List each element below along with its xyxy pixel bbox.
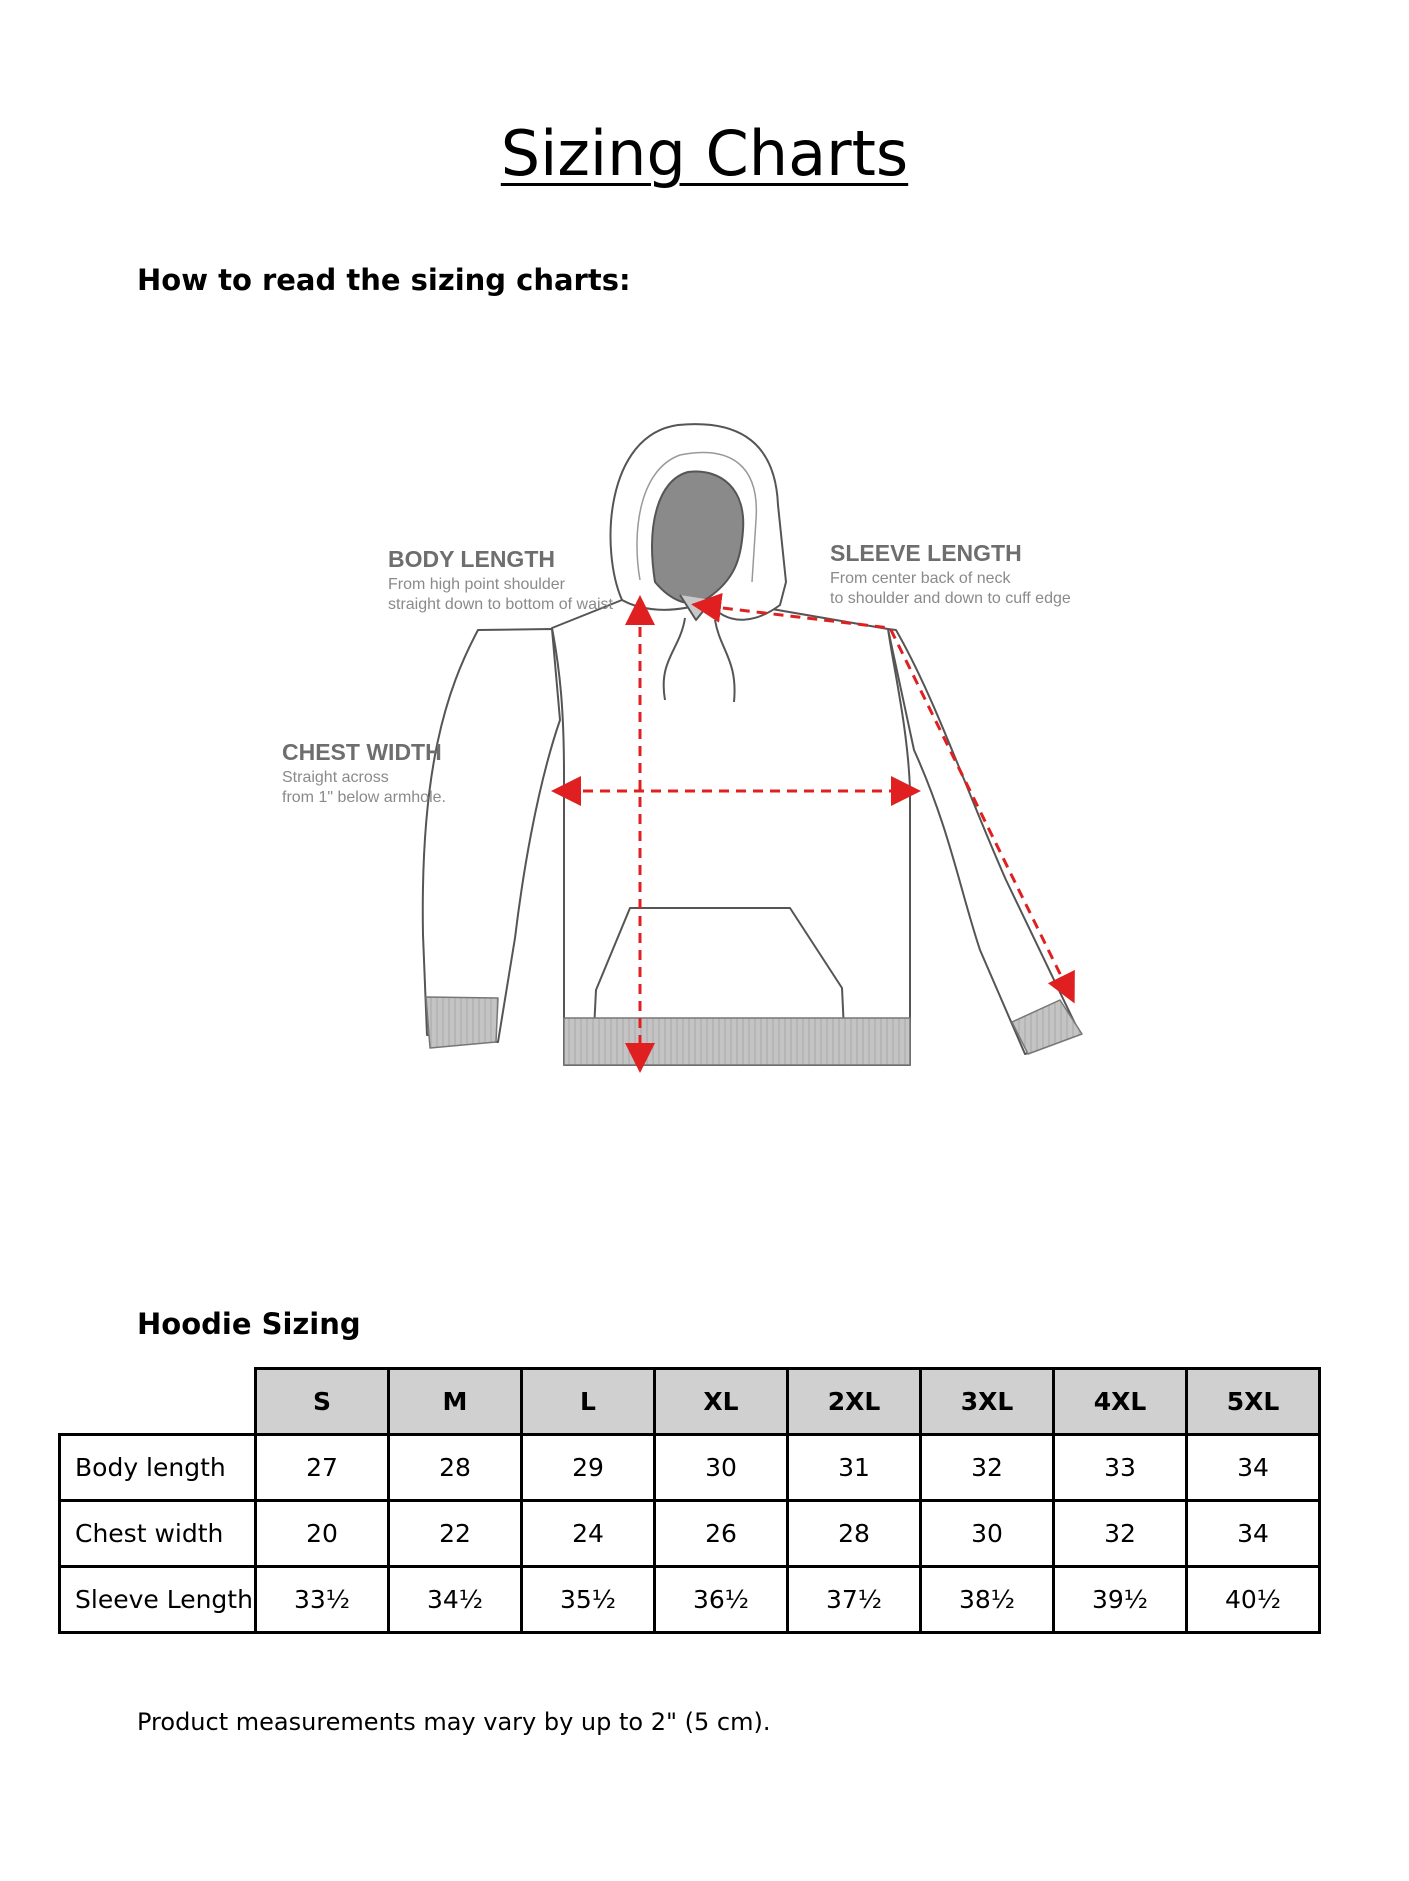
- table-cell: 32: [1054, 1501, 1187, 1567]
- svg-text:CHEST WIDTH: CHEST WIDTH: [282, 739, 442, 765]
- size-header-cell: L: [522, 1369, 655, 1435]
- table-cell: 28: [788, 1501, 921, 1567]
- table-cell: 27: [256, 1435, 389, 1501]
- svg-text:from 1" below armhole.: from 1" below armhole.: [282, 789, 446, 806]
- table-cell: 35½: [522, 1567, 655, 1633]
- body-length-label: [388, 546, 614, 613]
- measurement-footnote: Product measurements may vary by up to 2" (5 cm).: [137, 1708, 771, 1736]
- table-row: [60, 1567, 1320, 1633]
- table-cell: 29: [522, 1435, 655, 1501]
- table-cell: 34½: [389, 1567, 522, 1633]
- table-cell: 30: [655, 1435, 788, 1501]
- size-header-cell: 4XL: [1054, 1369, 1187, 1435]
- table-cell: 39½: [1054, 1567, 1187, 1633]
- hoodie-size-table: [58, 1367, 1321, 1634]
- table-cell: 34: [1187, 1501, 1320, 1567]
- waistband: [564, 1018, 910, 1065]
- left-sleeve: [423, 629, 560, 1042]
- table-cell: 20: [256, 1501, 389, 1567]
- row-label: Sleeve Length: [60, 1567, 256, 1633]
- svg-text:From high point shoulder: From high point shoulder: [388, 576, 565, 593]
- table-cell: 30: [921, 1501, 1054, 1567]
- table-cell: 36½: [655, 1567, 788, 1633]
- table-row: [60, 1435, 1320, 1501]
- page-title: Sizing Charts: [500, 117, 909, 190]
- row-label: Body length: [60, 1435, 256, 1501]
- table-cell: 32: [921, 1435, 1054, 1501]
- size-header-cell: 3XL: [921, 1369, 1054, 1435]
- table-corner-cell: [60, 1369, 256, 1435]
- right-sleeve: [888, 629, 1080, 1054]
- table-cell: 22: [389, 1501, 522, 1567]
- size-header-cell: M: [389, 1369, 522, 1435]
- size-header-cell: XL: [655, 1369, 788, 1435]
- how-to-heading: How to read the sizing charts:: [137, 263, 631, 297]
- table-cell: 28: [389, 1435, 522, 1501]
- svg-text:Straight across: Straight across: [282, 769, 389, 786]
- table-cell: 31: [788, 1435, 921, 1501]
- table-cell: 38½: [921, 1567, 1054, 1633]
- table-cell: 37½: [788, 1567, 921, 1633]
- svg-text:BODY LENGTH: BODY LENGTH: [388, 546, 555, 572]
- table-cell: 33½: [256, 1567, 389, 1633]
- table-row: [60, 1501, 1320, 1567]
- left-cuff: [426, 997, 498, 1048]
- chest-width-label: [282, 739, 446, 806]
- table-cell: 34: [1187, 1435, 1320, 1501]
- size-header-cell: 2XL: [788, 1369, 921, 1435]
- hoodie-measurement-diagram: [260, 410, 1120, 1110]
- svg-text:SLEEVE LENGTH: SLEEVE LENGTH: [830, 540, 1022, 566]
- hoodie-illustration: [423, 424, 1082, 1065]
- table-cell: 24: [522, 1501, 655, 1567]
- size-header-cell: 5XL: [1187, 1369, 1320, 1435]
- table-cell: 26: [655, 1501, 788, 1567]
- sleeve-length-label: [830, 540, 1071, 607]
- svg-text:From center back of neck: From center back of neck: [830, 570, 1011, 587]
- table-cell: 33: [1054, 1435, 1187, 1501]
- hoodie-sizing-heading: Hoodie Sizing: [137, 1307, 361, 1341]
- table-header-row: [60, 1369, 1320, 1435]
- size-header-cell: S: [256, 1369, 389, 1435]
- table-cell: 40½: [1187, 1567, 1320, 1633]
- row-label: Chest width: [60, 1501, 256, 1567]
- svg-text:to shoulder and down to cuff e: to shoulder and down to cuff edge: [830, 590, 1071, 607]
- svg-text:straight down to bottom of wai: straight down to bottom of waist: [388, 596, 613, 613]
